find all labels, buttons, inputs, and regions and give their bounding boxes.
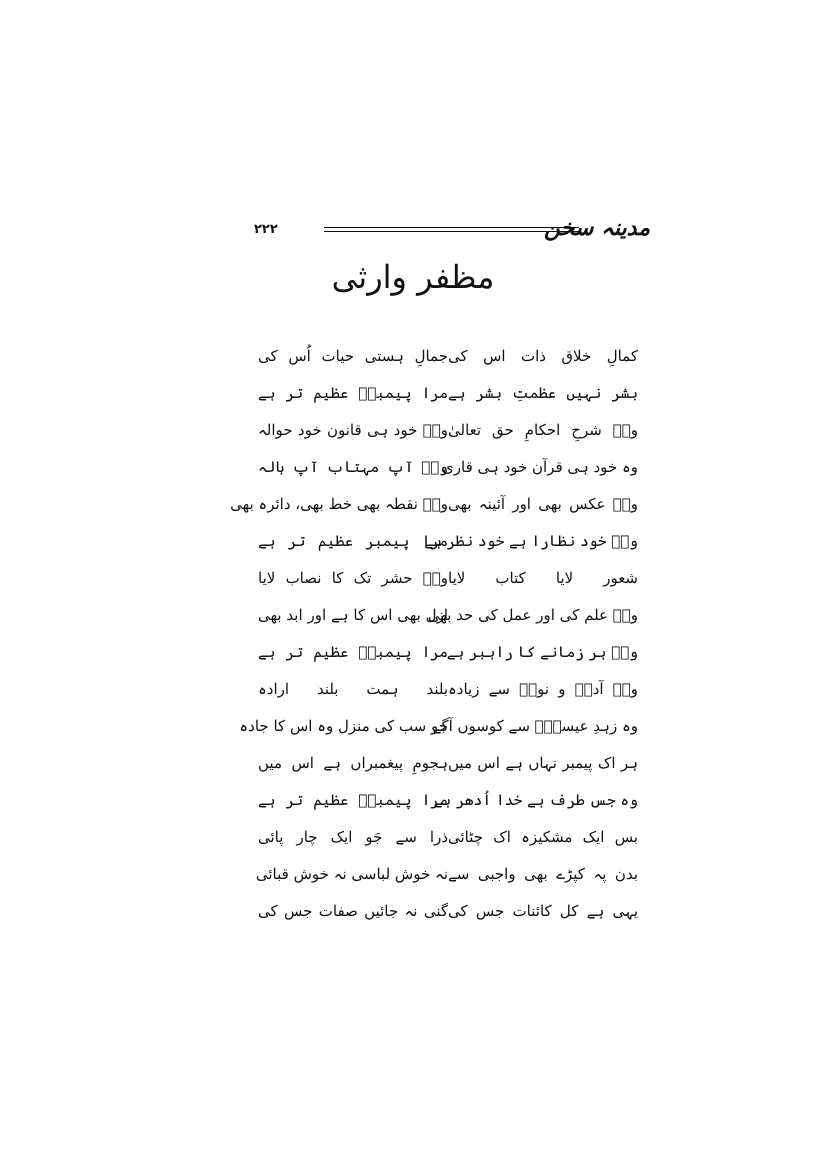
- verse: [0, 856, 826, 892]
- misra-left: جمالِ ہستی حیات اُس کی: [258, 347, 448, 365]
- misra-left: جو سب کی منزل وہ اس کا جادہ: [239, 717, 448, 735]
- verse: [0, 671, 826, 707]
- misra-right: وہؐ علم کی اور عمل کی حد بھی: [427, 606, 638, 624]
- misra-right: وہ زہدِ عیسیٰؑ سے کوسوں آگے: [432, 717, 638, 735]
- misra-left: مرا پیمبر عظیم تر ہے: [258, 532, 448, 550]
- verse: [0, 338, 826, 374]
- verse: [0, 634, 826, 670]
- misra-left: وہؐ خود ہی قانون خود حوالہ: [258, 421, 448, 439]
- misra-right: وہؐ آدمؑ و نوحؑ سے زیادہ: [448, 680, 638, 698]
- misra-right: ہر اک پیمبر نہاں ہے اس میں: [448, 754, 638, 772]
- misra-right: وہؐ عکس بھی اور آئینہ بھی: [448, 495, 638, 513]
- header-rule: [324, 227, 579, 232]
- misra-left: وہؐ نقطہ بھی خط بھی، دائرہ بھی: [230, 495, 448, 513]
- misra-right: وہ خود ہی قرآن خود ہی قاری: [442, 458, 638, 476]
- misra-right: وہؐ شرحِ احکامِ حق تعالیٰ: [448, 421, 638, 439]
- misra-left: مرا پیمبرؐ عظیم تر ہے: [258, 791, 448, 809]
- running-title: مدینہ سخن: [543, 216, 650, 241]
- verse: [0, 708, 826, 744]
- poem: [0, 338, 826, 978]
- misra-left: مرا پیمبرؐ عظیم تر ہے: [258, 643, 448, 661]
- verse: [0, 523, 826, 559]
- misra-left: ہجومِ پیغمبراں ہے اس میں: [258, 754, 448, 772]
- verse: [0, 412, 826, 448]
- verse: [0, 486, 826, 522]
- verse: [0, 893, 826, 929]
- verse: [0, 597, 826, 633]
- verse: [0, 560, 826, 596]
- misra-left: بلند ہمت بلند ارادہ: [258, 680, 448, 698]
- verse: [0, 782, 826, 818]
- misra-left: وہؐ حشر تک کا نصاب لایا: [258, 569, 448, 587]
- misra-right: وہؐ ہر زمانے کا راہبر ہے: [446, 643, 638, 661]
- page-number: ۲۲۲: [254, 222, 278, 237]
- verse: [0, 375, 826, 411]
- misra-left: ذرا سے جَو ایک چار پائی: [258, 828, 448, 846]
- misra-right: یہی ہے کل کائنات جس کی: [448, 902, 638, 920]
- misra-left: وہؐ آپ مہتاب آپ ہالہ: [258, 458, 448, 476]
- misra-right: بدن پہ کپڑے بھی واجبی سے: [448, 865, 638, 883]
- verse: [0, 819, 826, 855]
- misra-left: نہ خوش لباسی نہ خوش قبائی: [255, 865, 448, 883]
- page-header: [0, 210, 826, 250]
- verse: [0, 449, 826, 485]
- misra-right: بشر نہیں عظمتِ بشر ہے: [448, 384, 638, 402]
- misra-right: بس ایک مشکیزہ اک چٹائی: [448, 828, 638, 846]
- misra-right: شعور لایا کتاب لایا: [448, 569, 638, 587]
- misra-right: وہؐ خود نظارا ہے خود نظر ہے: [424, 532, 638, 550]
- verse: [0, 745, 826, 781]
- misra-left: ازل بھی اس کا ہے اور ابد بھی: [258, 606, 448, 624]
- misra-left: مرا پیمبرؐ عظیم تر ہے: [258, 384, 448, 402]
- poet-name: مظفر وارثی: [331, 258, 495, 296]
- misra-right: وہ جس طرف ہے خدا اُدھر ہے: [433, 791, 638, 809]
- misra-right: کمالِ خلاق ذات اس کی: [448, 347, 638, 365]
- misra-left: گنی نہ جائیں صفات جس کی: [258, 902, 448, 920]
